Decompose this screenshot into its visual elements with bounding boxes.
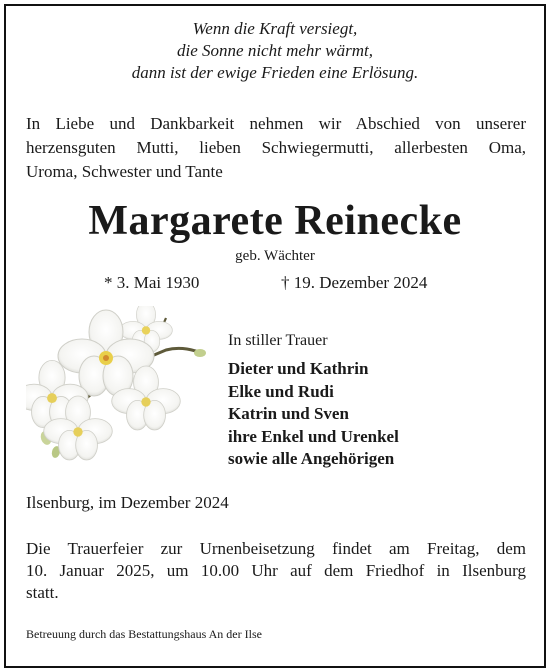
service-line: statt. xyxy=(26,583,59,602)
intro-line: In Liebe und Dankbarkeit nehmen wir Abschied von unserer xyxy=(26,114,526,133)
service-info xyxy=(26,538,526,604)
signature-heading: In stiller Trauer xyxy=(228,332,328,349)
mourner-entry: Elke und Rudi xyxy=(228,381,334,401)
mourners-list xyxy=(228,358,399,471)
poem-line: die Sonne nicht mehr wärmt, xyxy=(177,41,373,60)
orchid-icon xyxy=(26,306,210,466)
mourner-entry: ihre Enkel und Urenkel xyxy=(228,426,399,446)
death-date: † 19. Dezember 2024 xyxy=(281,273,428,292)
poem xyxy=(0,18,550,84)
maiden-name: geb. Wächter xyxy=(235,248,315,264)
intro-line: Uroma, Schwester und Tante xyxy=(26,162,223,181)
deceased-name: Margarete Reinecke xyxy=(88,198,462,244)
poem-line: Wenn die Kraft versiegt, xyxy=(192,19,358,38)
place-date: Ilsenburg, im Dezember 2024 xyxy=(26,493,229,512)
service-line: Die Trauerfeier zur Urnenbeisetzung findet am Freitag, dem xyxy=(26,539,526,558)
poem-line: dann ist der ewige Frieden eine Erlösung. xyxy=(131,63,419,82)
mourner-entry: Dieter und Kathrin xyxy=(228,359,369,378)
service-line: 10. Januar 2025, um 10.00 Uhr auf dem Friedhof in Ilsenburg xyxy=(26,561,526,580)
intro-text xyxy=(26,112,526,184)
mourner-entry: sowie alle Angehörigen xyxy=(228,449,395,468)
undertaker-note: Betreuung durch das Bestattungshaus An der Ilse xyxy=(26,627,262,641)
mourner-entry: Katrin und Sven xyxy=(228,404,349,423)
birth-date: * 3. Mai 1930 xyxy=(104,273,200,292)
intro-line: herzensguten Mutti, lieben Schwiegermutti, allerbesten Oma, xyxy=(26,138,526,157)
